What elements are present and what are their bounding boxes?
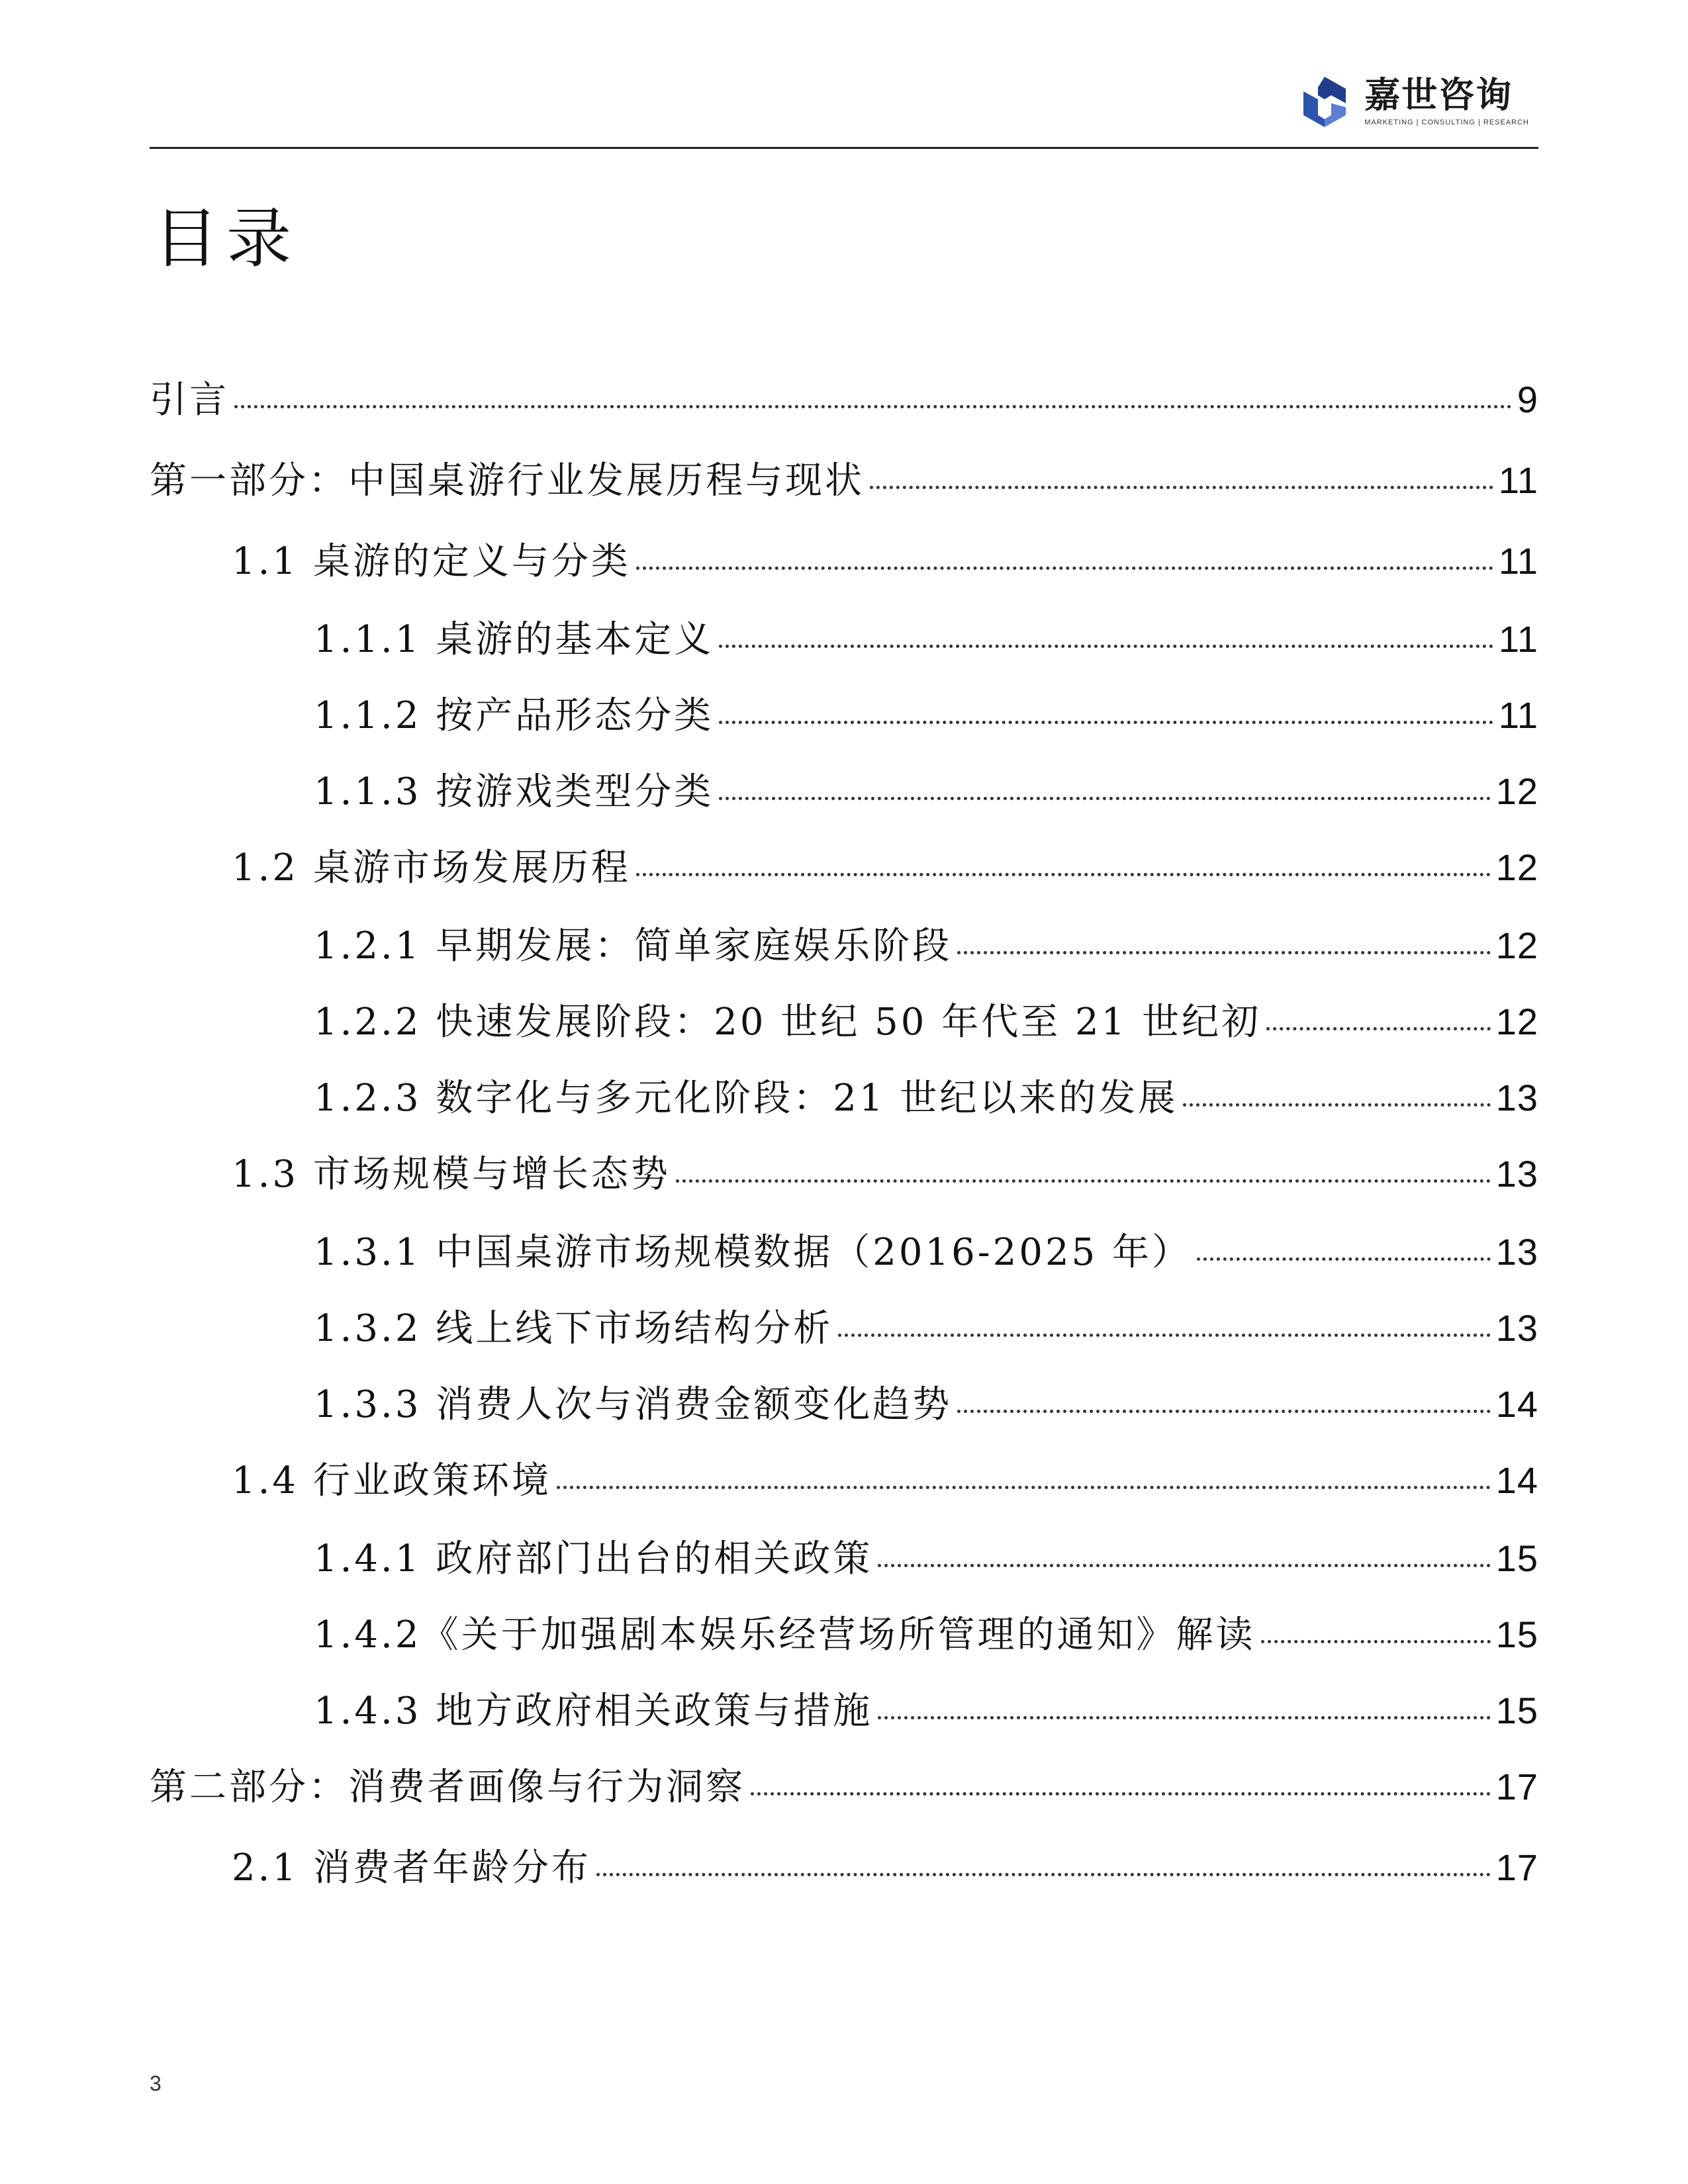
toc-entry-label: 1.1 桌游的定义与分类 xyxy=(232,540,631,583)
toc-entry-page: 11 xyxy=(1498,540,1538,582)
toc-entry-label: 1.2.1 早期发展：简单家庭娱乐阶段 xyxy=(314,925,953,968)
toc-entry-1-3-3[interactable] xyxy=(150,1375,1538,1451)
toc-leader-dots xyxy=(957,1410,1490,1413)
toc-entry-page: 15 xyxy=(1495,1614,1538,1655)
toc-entry-1-3[interactable] xyxy=(150,1145,1538,1223)
toc-entry-1-2[interactable] xyxy=(150,839,1538,917)
toc-leader-dots xyxy=(676,1179,1491,1183)
toc-entry-page: 13 xyxy=(1495,1153,1538,1195)
toc-entry-page: 15 xyxy=(1495,1690,1538,1731)
toc-entry-label: 1.1.2 按产品形态分类 xyxy=(314,694,714,737)
toc-entry-page: 14 xyxy=(1495,1459,1538,1501)
toc-leader-dots xyxy=(870,486,1493,489)
toc-entry-page: 12 xyxy=(1495,770,1538,812)
toc-entry-1-1-2[interactable] xyxy=(150,686,1538,762)
toc-entry-2-1[interactable] xyxy=(150,1839,1538,1917)
toc-entry-label: 1.3 市场规模与增长态势 xyxy=(232,1153,671,1196)
toc-entry-1-3-2[interactable] xyxy=(150,1299,1538,1375)
toc-entry-label: 1.4.1 政府部门出台的相关政策 xyxy=(314,1537,873,1580)
toc-leader-dots xyxy=(878,1716,1490,1719)
toc-entry-label: 1.4 行业政策环境 xyxy=(232,1459,551,1502)
toc-entry-label: 1.3.2 线上线下市场结构分析 xyxy=(314,1307,833,1350)
toc-entry-page: 11 xyxy=(1498,618,1538,660)
toc-entry-1-4[interactable] xyxy=(150,1451,1538,1529)
toc-entry-1-2-1[interactable] xyxy=(150,917,1538,993)
toc-entry-page: 17 xyxy=(1495,1846,1538,1888)
toc-entry-page: 13 xyxy=(1495,1307,1538,1349)
toc-entry-page: 12 xyxy=(1495,925,1538,966)
toc-entry-page: 11 xyxy=(1498,694,1538,736)
toc-entry-page: 11 xyxy=(1498,459,1538,501)
toc-entry-page: 9 xyxy=(1517,379,1538,420)
toc-entry-label: 1.3.3 消费人次与消费金额变化趋势 xyxy=(314,1383,953,1426)
toc-leader-dots xyxy=(838,1334,1490,1337)
toc-leader-dots xyxy=(1266,1027,1491,1030)
toc-entry-1-4-2[interactable] xyxy=(150,1606,1538,1682)
header-divider xyxy=(150,147,1538,149)
toc-entry-label: 2.1 消费者年龄分布 xyxy=(232,1846,591,1889)
toc-entry-label: 1.2.2 快速发展阶段：20 世纪 50 年代至 21 世纪初 xyxy=(314,1001,1262,1044)
toc-leader-dots xyxy=(596,1873,1491,1876)
toc-entry-label: 第一部分：中国桌游行业发展历程与现状 xyxy=(150,459,865,502)
toc-entry-page: 12 xyxy=(1495,1001,1538,1042)
toc-entry-1-2-3[interactable] xyxy=(150,1069,1538,1145)
toc-entry-1-4-3[interactable] xyxy=(150,1682,1538,1758)
toc-entry-page: 13 xyxy=(1495,1077,1538,1118)
toc-entry-part-1[interactable] xyxy=(150,451,1538,532)
logo-name: 嘉世咨询 xyxy=(1364,74,1513,116)
toc-entry-label: 1.4.2《关于加强剧本娱乐经营场所管理的通知》解读 xyxy=(314,1614,1256,1657)
toc-entry-1-3-1[interactable] xyxy=(150,1223,1538,1299)
toc-leader-dots xyxy=(719,645,1493,648)
toc-entry-1-1[interactable] xyxy=(150,532,1538,610)
table-of-contents xyxy=(150,371,1538,1917)
toc-entry-part-2[interactable] xyxy=(150,1758,1538,1839)
toc-entry-page: 17 xyxy=(1495,1766,1538,1807)
toc-leader-dots xyxy=(878,1564,1490,1567)
toc-leader-dots xyxy=(1261,1640,1491,1643)
toc-entry-introduction[interactable] xyxy=(150,371,1538,451)
toc-entry-label: 1.4.3 地方政府相关政策与措施 xyxy=(314,1690,873,1733)
toc-leader-dots xyxy=(1183,1103,1490,1107)
toc-leader-dots xyxy=(234,405,1512,408)
toc-leader-dots xyxy=(1197,1257,1491,1261)
toc-leader-dots xyxy=(557,1486,1491,1489)
toc-entry-1-2-2[interactable] xyxy=(150,993,1538,1069)
toc-entry-1-1-3[interactable] xyxy=(150,762,1538,839)
toc-entry-label: 1.2 桌游市场发展历程 xyxy=(232,846,631,889)
toc-leader-dots xyxy=(719,797,1490,800)
toc-entry-1-4-1[interactable] xyxy=(150,1529,1538,1606)
toc-entry-label: 1.1.3 按游戏类型分类 xyxy=(314,770,714,813)
toc-entry-page: 14 xyxy=(1495,1383,1538,1425)
header-logo xyxy=(1297,74,1529,130)
toc-entry-label: 引言 xyxy=(150,379,229,422)
logo-tagline: MARKETING | CONSULTING | RESEARCH xyxy=(1364,118,1529,126)
toc-entry-label: 1.3.1 中国桌游市场规模数据（2016-2025 年） xyxy=(314,1231,1192,1274)
toc-entry-label: 第二部分：消费者画像与行为洞察 xyxy=(150,1766,745,1809)
toc-entry-1-1-1[interactable] xyxy=(150,610,1538,686)
logo-mark-icon xyxy=(1297,74,1352,130)
toc-entry-label: 1.1.1 桌游的基本定义 xyxy=(314,618,714,661)
page-number: 3 xyxy=(150,2071,162,2095)
toc-entry-page: 12 xyxy=(1495,846,1538,888)
page-title: 目录 xyxy=(154,201,300,277)
toc-entry-label: 1.2.3 数字化与多元化阶段：21 世纪以来的发展 xyxy=(314,1077,1178,1120)
toc-entry-page: 15 xyxy=(1495,1537,1538,1579)
toc-leader-dots xyxy=(719,721,1493,724)
toc-leader-dots xyxy=(957,951,1490,954)
toc-leader-dots xyxy=(636,873,1491,876)
toc-leader-dots xyxy=(636,567,1493,570)
toc-leader-dots xyxy=(751,1792,1491,1796)
toc-entry-page: 13 xyxy=(1495,1231,1538,1273)
